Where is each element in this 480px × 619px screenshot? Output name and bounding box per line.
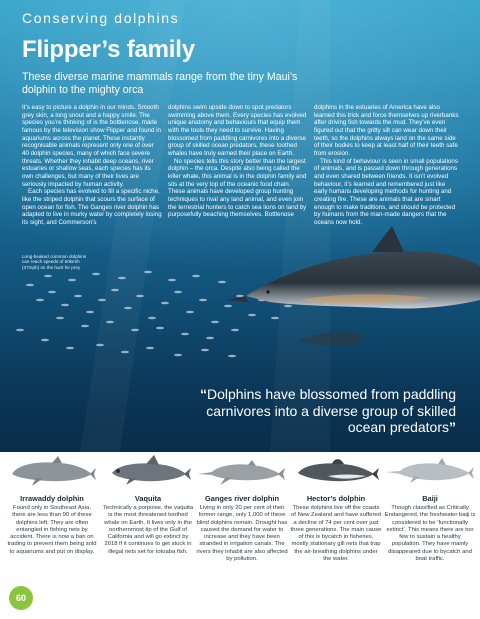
- species-name: Irrawaddy dolphin: [20, 494, 84, 503]
- species-description: Though classified as Critically Endangered, the freshwater baiji is considered to be ‘functionally extinct’. This means there are too few to sustain a healthy population. They have mainly disappeared due to bycatch and boat traffic.: [384, 505, 476, 563]
- irrawaddy-dolphin-illustration: [8, 452, 96, 492]
- body-column-1: [22, 104, 162, 227]
- pull-quote: [196, 386, 456, 436]
- species-card-hectors: [290, 452, 382, 563]
- open-quote-mark: “: [199, 386, 207, 402]
- body-column-2: [168, 104, 308, 219]
- close-quote-mark: ”: [449, 419, 456, 435]
- page-title: Flipper’s family: [22, 36, 195, 63]
- page-number-badge: 60: [9, 586, 33, 610]
- body-paragraph: It’s easy to picture a dolphin in our minds. Smooth grey skin, a long snout and a happy smile. The species you’re thinking of is the bottlenose, made famous by the television show Flipper and found in aquariums across the planet. These instantly recognisable animals represent only one of over 40 dolphin species, many of which face severe threats. Whether they inhabit deep oceans, river estuaries or shallow seas, each species has its own challenges, but many of their lives are seriously impacted by human activity.: [22, 104, 161, 188]
- standfirst: These diverse marine mammals range from the tiny Maui’s dolphin to the mighty orca: [22, 71, 298, 96]
- baiji-illustration: [386, 452, 474, 492]
- species-description: These dolphins live off the coasts of New Zealand and have suffered a decline of 74 per cent over just three generations. The main cause of this is bycatch in fisheries, mostly stationary gill nets that trap the air-breathing dolphins under the water.: [290, 505, 382, 563]
- species-card-vaquita: [102, 452, 194, 556]
- body-column-3: [314, 104, 460, 227]
- species-description: Living in only 20 per cent of their former range, only 1,000 of these blind dolphins remain. Drought has caused the demand for water to increase and they have been stranded in irrigation canals. The rivers they inhabit are also affected by pollution.: [196, 505, 288, 563]
- ganges-river-dolphin-illustration: [198, 452, 286, 492]
- section-label: Conserving dolphins: [22, 10, 180, 26]
- vaquita-illustration: [104, 452, 192, 492]
- species-card-baiji: [384, 452, 476, 563]
- caption-line: Long-beaked common dolphins: [22, 254, 87, 259]
- species-name: Hector’s dolphin: [306, 494, 366, 503]
- caption-line: (37mph) on the hunt for prey: [22, 264, 81, 270]
- body-paragraph: Each species has evolved to fill a specific niche, like the striped dolphin that scours the surface of open ocean for fish. The Ganges river dolphin has adapted to live in murky water by completely losing its sight, and Commerson’s: [22, 188, 162, 226]
- species-card-ganges: [196, 452, 288, 563]
- caption-line: can reach speeds of 60km/h: [22, 259, 80, 265]
- species-description: Technically a porpoise, the vaquita is the most threatened toothed whale on Earth. It lives only in the northernmost tip of the Gulf of California and will go extinct by 2018 if it continues to get stuck in illegal nets set for totoaba fish.: [102, 505, 194, 555]
- species-description: Found only in Southeast Asia, there are less than 90 of these dolphins left. They are often entangled in fishing nets by accident. There is now a ban on trading to prevent them being sold to aquariums and put on display.: [7, 505, 97, 555]
- species-name: Ganges river dolphin: [205, 494, 279, 503]
- pull-quote-text: Dolphins have blossomed from paddling carnivores into a diverse group of skilled ocean predators: [206, 386, 456, 435]
- species-name: Vaquita: [134, 494, 162, 503]
- body-paragraph: This kind of behaviour is seen in small populations of animals, and is passed down through generations and even shared between friends. It isn’t evolved behaviour, it’s learned and remembered just like early humans developing methods for hunting and creating fire. These are animals that are smart enough to make traditions, and should be protected by humans from the man-made dangers that the oceans now hold.: [314, 157, 458, 226]
- species-name: Baiji: [422, 494, 438, 503]
- species-card-irrawaddy: [6, 452, 98, 556]
- species-row: [0, 452, 480, 619]
- body-paragraph: No species tells this story better than the largest dolphin – the orca. Despite also being called the killer whale, this animal is in the dolphin family and sits at the very top of the oceanic food chain. These animals have developed group hunting techniques to rival any land animal, and even join the terrestrial hunters to catch sea lions on land by purposefully beaching themselves. Bottlenose: [168, 157, 307, 219]
- hectors-dolphin-illustration: [292, 452, 380, 492]
- body-paragraph: dolphins swim upside down to spot predators swimming above them. Every species has evolved unique anatomy and behaviours that equip them with the tools they need to survive. Having blossomed from paddling carnivores into a diverse group of skilled ocean predators, these toothed whales have truly earned their place on Earth.: [168, 104, 307, 157]
- photo-caption: [22, 254, 94, 270]
- body-paragraph: dolphins in the estuaries of America have also learned this trick and force themselves up riverbanks after driving fish towards the mud. They’ve even figured out that the gritty silt can wear down their teeth, so the dolphins always land on the same side of their bodies to keep at least half of their teeth safe from erosion.: [314, 104, 459, 157]
